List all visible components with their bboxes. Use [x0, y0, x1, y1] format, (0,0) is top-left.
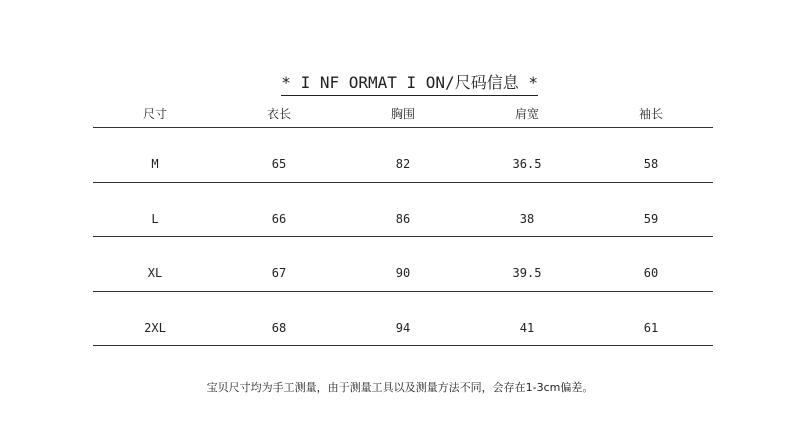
cell-sleeve: 61	[643, 320, 659, 335]
header-chest: 胸围	[390, 107, 415, 121]
cell-size: XL	[147, 266, 163, 280]
title-text: * I NF ORMAT I ON/尺码信息 *	[281, 72, 538, 96]
cell-length: 65	[271, 157, 287, 171]
cell-shoulder: 38	[519, 211, 535, 226]
cell-chest: 86	[395, 211, 411, 226]
header-size: 尺寸	[142, 107, 167, 121]
size-table	[93, 100, 713, 346]
header-sleeve: 袖长	[638, 107, 663, 121]
table-row	[93, 128, 713, 183]
cell-chest: 90	[395, 266, 411, 280]
cell-shoulder: 41	[519, 320, 535, 335]
header-shoulder: 肩宽	[514, 107, 539, 121]
cell-chest: 94	[395, 320, 411, 335]
cell-shoulder: 36.5	[512, 157, 542, 171]
size-info-title	[0, 50, 800, 96]
header-length: 衣长	[266, 107, 291, 121]
cell-chest: 82	[395, 157, 411, 171]
cell-sleeve: 60	[643, 266, 659, 280]
cell-length: 66	[271, 211, 287, 226]
cell-size: L	[151, 211, 159, 226]
cell-size: 2XL	[144, 320, 166, 335]
table-header-row	[93, 100, 713, 128]
cell-length: 67	[271, 266, 287, 280]
cell-length: 68	[271, 320, 287, 335]
table-row	[93, 292, 713, 347]
cell-sleeve: 59	[643, 211, 659, 226]
table-row	[93, 183, 713, 238]
cell-size: M	[151, 157, 159, 171]
cell-shoulder: 39.5	[512, 266, 542, 280]
measurement-note: 宝贝尺寸均为手工测量，由于测量工具以及测量方法不同，会存在1-3cm偏差。	[206, 381, 594, 394]
cell-sleeve: 58	[643, 157, 659, 171]
table-row	[93, 237, 713, 292]
